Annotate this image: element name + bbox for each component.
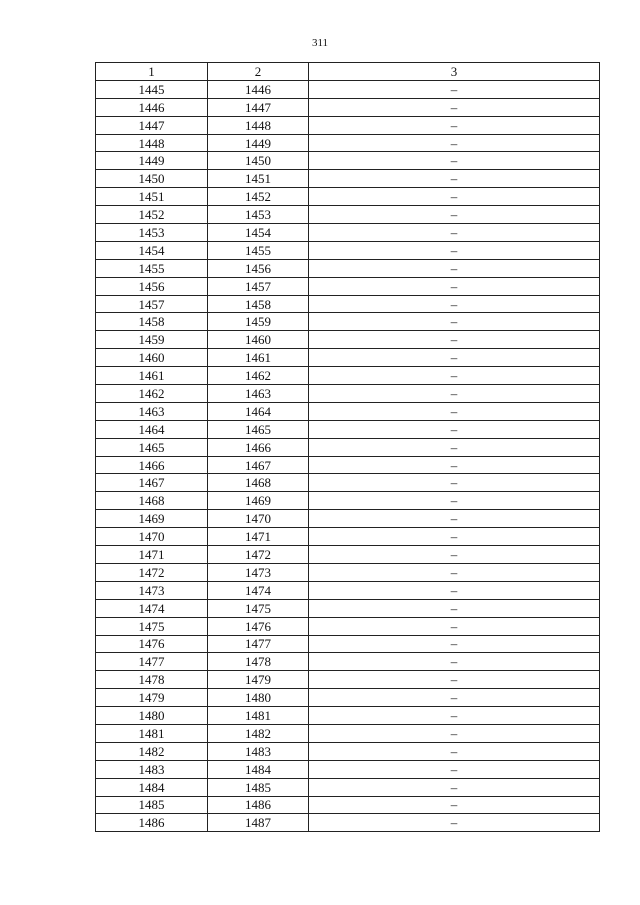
table-row [96,778,600,796]
table-cell-col-3: – [309,546,600,564]
table-cell-col-3: – [309,635,600,653]
table-header-row [96,63,600,81]
table-row [96,241,600,259]
table-cell-col-2: 1448 [208,116,309,134]
table-row [96,671,600,689]
table-cell-col-2: 1479 [208,671,309,689]
table-cell-col-3: – [309,742,600,760]
table-cell-col-1: 1476 [96,635,208,653]
table-row [96,581,600,599]
table-row [96,707,600,725]
table-row [96,742,600,760]
table-cell-col-1: 1454 [96,241,208,259]
table-cell-col-3: – [309,277,600,295]
table-cell-col-1: 1458 [96,313,208,331]
table-cell-col-3: – [309,116,600,134]
table-row [96,635,600,653]
table-row [96,224,600,242]
table-cell-col-3: – [309,241,600,259]
table-cell-col-2: 1454 [208,224,309,242]
table-cell-col-1: 1467 [96,474,208,492]
table-cell-col-1: 1449 [96,152,208,170]
table-cell-col-1: 1445 [96,80,208,98]
table-row [96,206,600,224]
table-row [96,617,600,635]
table-cell-col-1: 1486 [96,814,208,832]
table-cell-col-1: 1460 [96,349,208,367]
table-cell-col-2: 1466 [208,438,309,456]
table-cell-col-1: 1448 [96,134,208,152]
table-cell-col-3: – [309,224,600,242]
table-row [96,438,600,456]
table-cell-col-2: 1450 [208,152,309,170]
table-row [96,724,600,742]
table-cell-col-1: 1452 [96,206,208,224]
table-cell-col-3: – [309,796,600,814]
table-row [96,277,600,295]
table-row [96,331,600,349]
table-cell-col-1: 1468 [96,492,208,510]
table-cell-col-2: 1452 [208,188,309,206]
table-row [96,80,600,98]
table-cell-col-2: 1483 [208,742,309,760]
table-cell-col-2: 1455 [208,241,309,259]
table-cell-col-3: – [309,456,600,474]
table-cell-col-1: 1461 [96,367,208,385]
table-cell-col-2: 1486 [208,796,309,814]
table-row [96,116,600,134]
table-row [96,546,600,564]
table-cell-col-1: 1455 [96,259,208,277]
table-cell-col-2: 1480 [208,689,309,707]
table-cell-col-3: – [309,402,600,420]
table-cell-col-3: – [309,367,600,385]
table-cell-col-2: 1472 [208,546,309,564]
table-row [96,456,600,474]
table-cell-col-1: 1481 [96,724,208,742]
table-cell-col-2: 1484 [208,760,309,778]
table-cell-col-2: 1470 [208,510,309,528]
table-cell-col-3: – [309,814,600,832]
table-cell-col-2: 1461 [208,349,309,367]
table-cell-col-3: – [309,295,600,313]
table-cell-col-1: 1462 [96,385,208,403]
table-row [96,653,600,671]
table-row [96,134,600,152]
table-cell-col-3: – [309,653,600,671]
table-cell-col-1: 1472 [96,563,208,581]
table-cell-col-3: – [309,671,600,689]
table-cell-col-3: – [309,581,600,599]
table-cell-col-2: 1460 [208,331,309,349]
table-row [96,170,600,188]
table-row [96,367,600,385]
table-cell-col-1: 1446 [96,98,208,116]
table-cell-col-3: – [309,474,600,492]
table-row [96,814,600,832]
table-cell-col-2: 1477 [208,635,309,653]
table-body [96,80,600,831]
table-cell-col-3: – [309,98,600,116]
table-cell-col-3: – [309,206,600,224]
table-row [96,313,600,331]
table-cell-col-2: 1462 [208,367,309,385]
table-cell-col-3: – [309,689,600,707]
table-cell-col-3: – [309,724,600,742]
table-row [96,563,600,581]
table-cell-col-3: – [309,438,600,456]
table-cell-col-3: – [309,152,600,170]
table-row [96,349,600,367]
table-row [96,420,600,438]
table-row [96,599,600,617]
table-cell-col-3: – [309,420,600,438]
table-cell-col-2: 1464 [208,402,309,420]
table-cell-col-1: 1471 [96,546,208,564]
table-row [96,295,600,313]
table-cell-col-1: 1463 [96,402,208,420]
table-cell-col-3: – [309,492,600,510]
table-cell-col-1: 1470 [96,528,208,546]
table-cell-col-3: – [309,188,600,206]
column-header-1: 1 [96,63,208,81]
table-row [96,528,600,546]
table-cell-col-1: 1479 [96,689,208,707]
table-cell-col-1: 1457 [96,295,208,313]
table-cell-col-1: 1465 [96,438,208,456]
table-cell-col-3: – [309,313,600,331]
table-cell-col-3: – [309,707,600,725]
table-cell-col-3: – [309,170,600,188]
table-row [96,689,600,707]
table-cell-col-3: – [309,599,600,617]
table-cell-col-3: – [309,617,600,635]
table-row [96,188,600,206]
table-cell-col-1: 1484 [96,778,208,796]
column-header-3: 3 [309,63,600,81]
table-cell-col-2: 1453 [208,206,309,224]
table-cell-col-1: 1451 [96,188,208,206]
table-cell-col-2: 1468 [208,474,309,492]
table-cell-col-2: 1473 [208,563,309,581]
table-cell-col-2: 1457 [208,277,309,295]
table-cell-col-1: 1480 [96,707,208,725]
table-cell-col-2: 1487 [208,814,309,832]
table-cell-col-3: – [309,331,600,349]
table-cell-col-3: – [309,259,600,277]
table-cell-col-3: – [309,778,600,796]
table-cell-col-2: 1482 [208,724,309,742]
table-cell-col-2: 1478 [208,653,309,671]
table-cell-col-1: 1456 [96,277,208,295]
table-cell-col-2: 1446 [208,80,309,98]
data-table [95,62,600,832]
table-cell-col-3: – [309,528,600,546]
table-row [96,510,600,528]
table-cell-col-1: 1475 [96,617,208,635]
table-cell-col-3: – [309,510,600,528]
table-cell-col-2: 1467 [208,456,309,474]
table-cell-col-1: 1482 [96,742,208,760]
table-row [96,152,600,170]
column-header-2: 2 [208,63,309,81]
table-row [96,385,600,403]
table-cell-col-1: 1450 [96,170,208,188]
table-row [96,259,600,277]
table-cell-col-2: 1471 [208,528,309,546]
table-row [96,474,600,492]
table-cell-col-2: 1456 [208,259,309,277]
table-row [96,492,600,510]
table-cell-col-2: 1447 [208,98,309,116]
table-cell-col-3: – [309,134,600,152]
table-cell-col-1: 1469 [96,510,208,528]
page-number: 311 [311,37,329,49]
table-cell-col-1: 1483 [96,760,208,778]
table-cell-col-2: 1485 [208,778,309,796]
table-cell-col-1: 1485 [96,796,208,814]
table-row [96,760,600,778]
table-cell-col-3: – [309,349,600,367]
table-cell-col-2: 1459 [208,313,309,331]
table-cell-col-2: 1469 [208,492,309,510]
table-cell-col-1: 1474 [96,599,208,617]
table-cell-col-2: 1449 [208,134,309,152]
table-cell-col-2: 1474 [208,581,309,599]
table-cell-col-2: 1481 [208,707,309,725]
table-row [96,402,600,420]
table-row [96,98,600,116]
table-cell-col-2: 1458 [208,295,309,313]
table-cell-col-2: 1463 [208,385,309,403]
table-cell-col-2: 1476 [208,617,309,635]
table-cell-col-1: 1453 [96,224,208,242]
table-cell-col-1: 1478 [96,671,208,689]
table-cell-col-3: – [309,563,600,581]
table-cell-col-1: 1447 [96,116,208,134]
table-cell-col-1: 1477 [96,653,208,671]
table-cell-col-1: 1466 [96,456,208,474]
table-row [96,796,600,814]
table-cell-col-3: – [309,80,600,98]
table-cell-col-1: 1473 [96,581,208,599]
table-cell-col-2: 1475 [208,599,309,617]
table-cell-col-2: 1465 [208,420,309,438]
table-cell-col-1: 1459 [96,331,208,349]
table-cell-col-1: 1464 [96,420,208,438]
table-cell-col-3: – [309,385,600,403]
table-cell-col-3: – [309,760,600,778]
table-cell-col-2: 1451 [208,170,309,188]
